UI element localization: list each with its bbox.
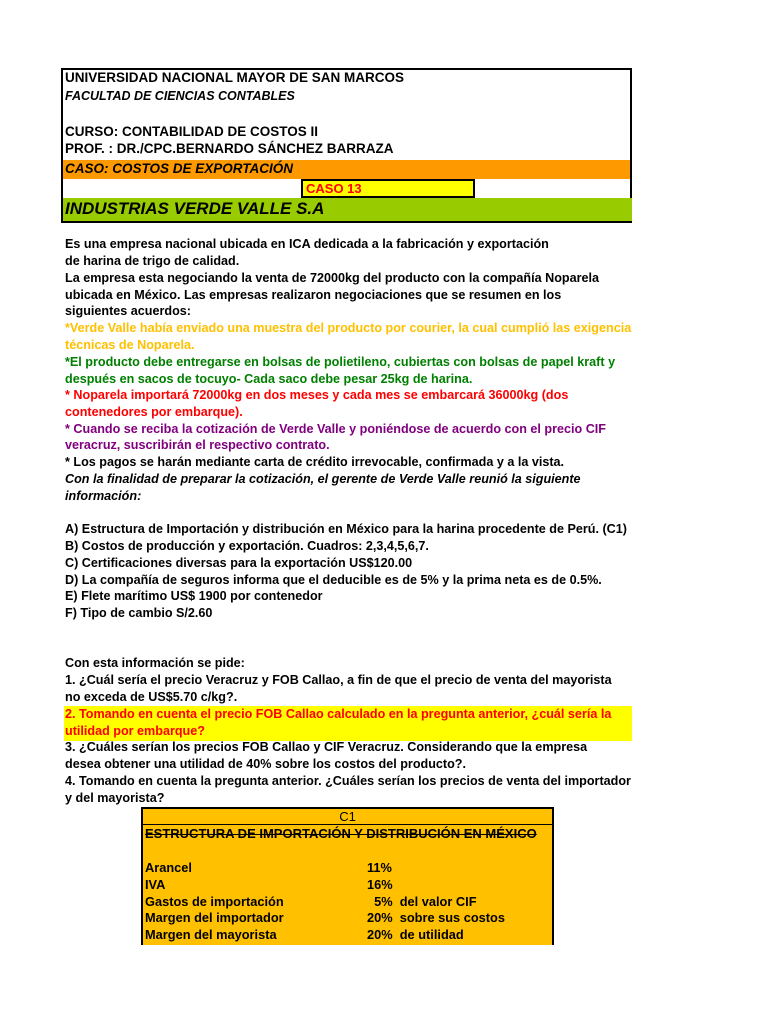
c1-row-label: Margen del importador — [145, 910, 284, 925]
c1-row-label: Margen del mayorista — [145, 927, 277, 942]
header-box — [61, 68, 632, 223]
question-line: no exceda de US$5.70 c/kg?. — [65, 690, 238, 704]
info-item: E) Flete marítimo US$ 1900 por contenedor — [65, 589, 323, 603]
c1-row-label: Arancel — [145, 860, 192, 875]
c1-table-title: C1 — [339, 809, 356, 824]
body-line: La empresa esta negociando la venta de 72000kg del producto con la compañía Noparela — [65, 271, 600, 285]
agreement-line: * Noparela importará 72000kg en dos meses y cada mes se embarcará 36000kg (dos — [65, 388, 569, 402]
question-line: utilidad por embarque? — [65, 724, 205, 738]
course-line: CURSO: CONTABILIDAD DE COSTOS II — [65, 124, 319, 139]
info-item: C) Certificaciones diversas para la exportación US$120.00 — [65, 556, 413, 570]
professor-line: PROF. : DR./CPC.BERNARDO SÁNCHEZ BARRAZA — [65, 141, 394, 156]
info-item: F) Tipo de cambio S/2.60 — [65, 606, 213, 620]
case-title: CASO: COSTOS DE EXPORTACIÓN — [65, 161, 294, 176]
body-line: información: — [65, 489, 142, 503]
body-line: Con la finalidad de preparar la cotización, el gerente de Verde Valle reunió la siguiente — [65, 472, 581, 486]
agreement-line: veracruz, suscribirán el respectivo contrato. — [65, 438, 330, 452]
body-line: ubicada en México. Las empresas realizaron negociaciones que se resumen en los — [65, 288, 562, 302]
body-line: siguientes acuerdos: — [65, 304, 191, 318]
question-line: 3. ¿Cuáles serían los precios FOB Callao y CIF Veracruz. Considerando que la empresa — [65, 740, 588, 754]
agreement-line: después en sacos de tocuyo- Cada saco debe pesar 25kg de harina. — [65, 372, 473, 386]
agreement-line: * Los pagos se harán mediante carta de crédito irrevocable, confirmada y a la vista. — [65, 455, 565, 469]
question-line: desea obtener una utilidad de 40% sobre los costos del producto?. — [65, 757, 466, 771]
company-name: INDUSTRIAS VERDE VALLE S.A — [65, 199, 325, 218]
agreement-line: técnicas de Noparela. — [65, 338, 195, 352]
c1-row-label: Gastos de importación — [145, 894, 284, 909]
case-number-badge: CASO 13 — [301, 179, 475, 198]
info-item: D) La compañía de seguros informa que el deducible es de 5% y la prima neta es de 0.5%. — [65, 573, 602, 587]
body-line: de harina de trigo de calidad. — [65, 254, 240, 268]
agreement-line: * Cuando se reciba la cotización de Verde Valle y poniéndose de acuerdo con el precio CIF — [65, 422, 606, 436]
c1-table — [141, 807, 554, 945]
question-line: 1. ¿Cuál sería el precio Veracruz y FOB Callao, a fin de que el precio de venta del mayorista — [65, 673, 612, 687]
c1-divider — [143, 824, 552, 825]
c1-row-value: 11% — [367, 860, 392, 875]
c1-row-value: 16% — [367, 877, 393, 892]
c1-row-value: 20% sobre sus costos — [367, 910, 505, 925]
c1-row-label: IVA — [145, 877, 166, 892]
question-line: 2. Tomando en cuenta el precio FOB Callao calculado en la pregunta anterior, ¿cuál sería la — [65, 707, 612, 721]
c1-row-value: 20% de utilidad — [367, 927, 464, 942]
faculty-name: FACULTAD DE CIENCIAS CONTABLES — [65, 89, 295, 103]
questions-intro: Con esta información se pide: — [65, 656, 245, 670]
c1-table-subtitle: ESTRUCTURA DE IMPORTACIÓN Y DISTRIBUCIÓN EN MÉXICO — [145, 826, 537, 841]
university-name: UNIVERSIDAD NACIONAL MAYOR DE SAN MARCOS — [65, 70, 405, 85]
agreement-line: *Verde Valle había enviado una muestra del producto por courier, la cual cumplió las exigencia — [65, 321, 632, 335]
question-line: y del mayorista? — [65, 791, 165, 805]
info-item: B) Costos de producción y exportación. Cuadros: 2,3,4,5,6,7. — [65, 539, 429, 553]
company-bar — [63, 198, 632, 221]
case-title-bar — [63, 160, 630, 179]
info-item: A) Estructura de Importación y distribución en México para la harina procedente de Perú. (C1) — [65, 522, 627, 536]
question-line: 4. Tomando en cuenta la pregunta anterior. ¿Cuáles serían los precios de venta del importador — [65, 774, 631, 788]
body-line: Es una empresa nacional ubicada en ICA dedicada a la fabricación y exportación — [65, 237, 549, 251]
c1-row-value: 5% del valor CIF — [367, 894, 477, 909]
agreement-line: *El producto debe entregarse en bolsas de polietileno, cubiertas con bolsas de papel kraft y — [65, 355, 616, 369]
agreement-line: contenedores por embarque). — [65, 405, 243, 419]
